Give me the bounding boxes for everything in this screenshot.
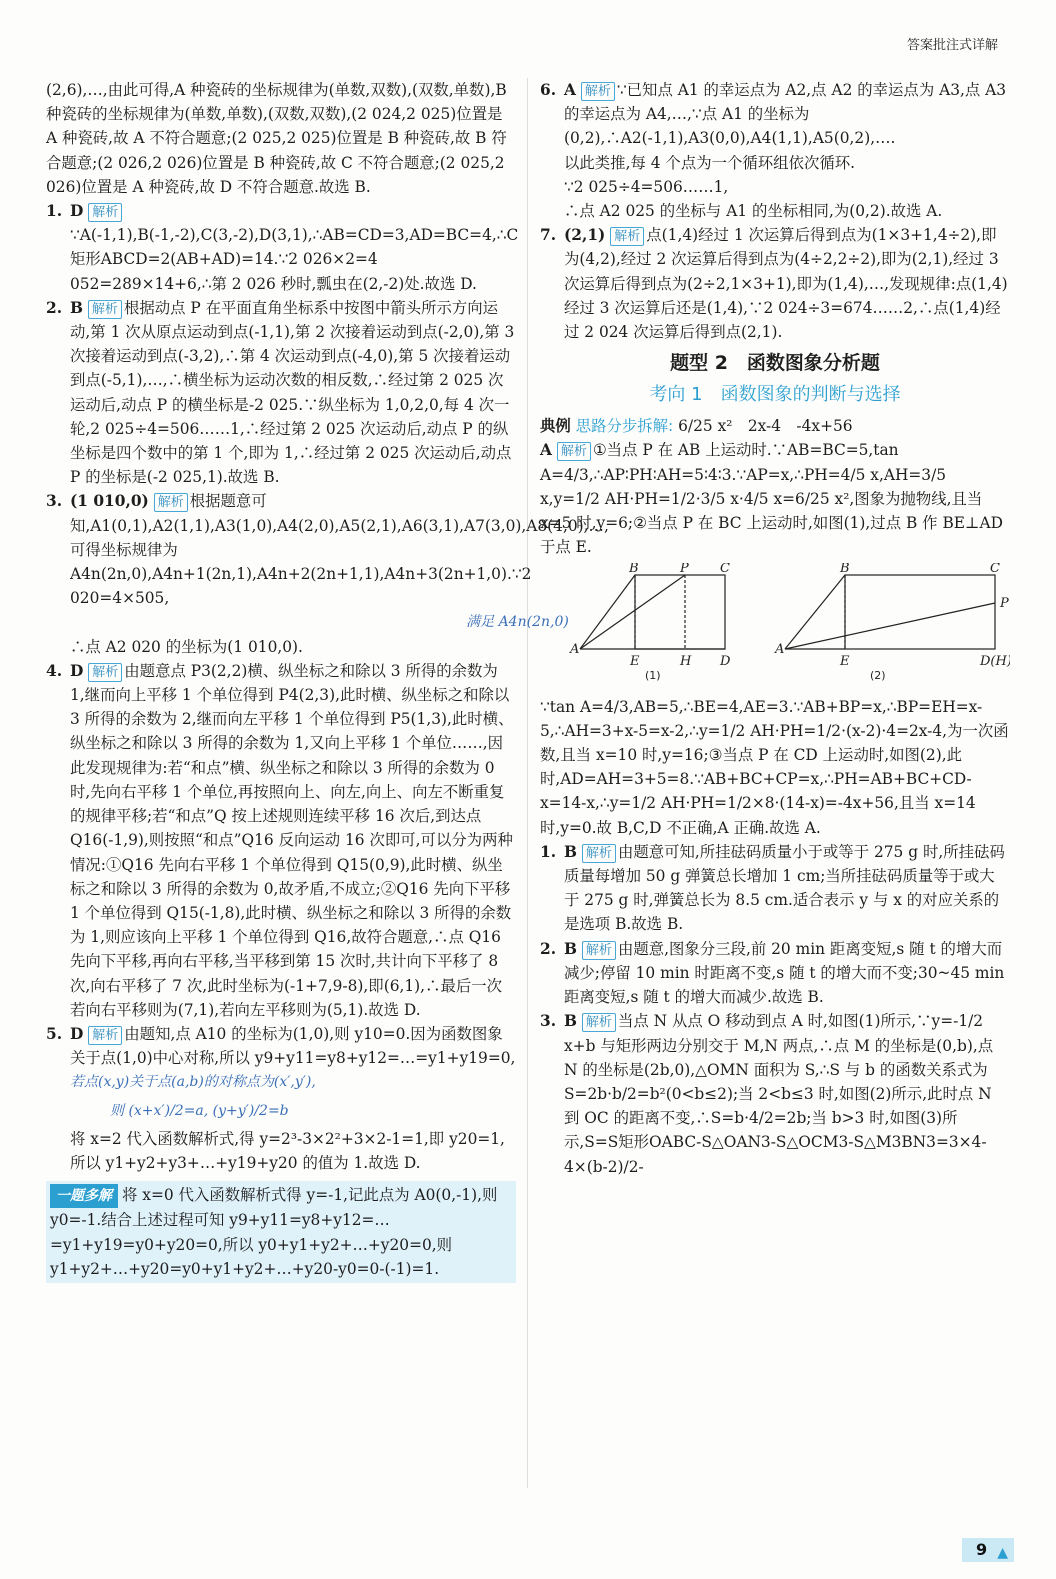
solution-text: ∵已知点 A1 的幸运点为 A2,点 A2 的幸运点为 A3,点 A3 的幸运点为 A4,…,∵点 A1 的坐标为(0,2),∴A2(-1,1),A3(0,0),A4(1,1),A5(0,2),…. (564, 81, 1007, 148)
question-2 (46, 296, 516, 490)
figure1-ap (580, 575, 685, 649)
figure2-caption: (2) (870, 669, 886, 683)
solution-text: 点(1,4)经过 1 次运算后得到点为(1×3+1,4÷2),即为(4,2),经过 2 次运算后得到点为(4÷2,2÷2),即为(2,1),经过 3 次运算后得到点为(2÷2,1×3+1),即为(1,4),…,发现规律:点(1,4)经过 3 次运算后还是(1,4),∵2 024÷3=674……2,∴点(1,4)经过 2 024 次运算后得到点(2,1). (564, 226, 1008, 342)
question-number: 1. (540, 842, 557, 861)
solution-text: 由题意可知,所挂砝码质量小于或等于 275 g 时,所挂砝码质量每增加 50 g 弹簧总长增加 1 cm;当所挂砝码质量等于或大于 275 g 时,弹簧总长为 8.5 cm.适合表示 y 与 x 的对应关系的是选项 B.故选 B. (564, 842, 1005, 934)
question-number: 6. (540, 81, 557, 99)
solution-text: ①当点 P 在 AB 上运动时.∵AB=BC=5,tan A=4/3,∴AP∶PH∶AH=5∶4∶3.∵AP=x,∴PH=4/5 x,AH=3/5 x,y=1/2 AH·PH=1/2·3/5 x·4/5 x=6/25 x²,图象为抛物线,且当 x=5 时,y=6;②当点 P 在 BC 上运动时,如图(1),过点 B 作 BE⊥AD 于点 E. (540, 441, 1003, 557)
fig-label: C (990, 563, 1000, 577)
analysis-tag: 解析 (88, 1026, 122, 1045)
right-column (540, 78, 1010, 1179)
question-3 (46, 489, 609, 658)
question-number: 2. (46, 298, 63, 317)
analysis-tag: 解析 (582, 941, 616, 960)
question-6 (540, 78, 1010, 223)
question-number: 1. (46, 202, 63, 221)
analysis-tag: 解析 (88, 203, 122, 222)
fig-label: H (680, 654, 692, 670)
solution-end: ∴点 A2 020 的坐标为(1 010,0). (70, 637, 303, 656)
question-7 (540, 223, 1010, 344)
fig-label: B (840, 563, 850, 577)
fig-label: C (720, 563, 730, 577)
fig-label: P (680, 563, 689, 577)
analysis-tag: 解析 (88, 300, 122, 319)
section-subtitle: 考向 1 函数图象的判断与选择 (649, 384, 901, 406)
analysis-tag: 解析 (557, 442, 591, 461)
handwritten-note: 满足 A4n(2n,0) (466, 614, 569, 631)
answer: A (564, 81, 576, 99)
example-expressions: 6/25 x² 2x-4 -4x+56 (678, 417, 853, 436)
solution-text-2: 将 x=2 代入函数解析式,得 y=2³-3×2²+3×2-1=1,即 y20=1,所以 y1+y2+y3+…+y19+y20 的值为 1.故选 D. (70, 1129, 505, 1172)
example-header (540, 414, 1010, 438)
question-number: 5. (46, 1024, 63, 1043)
page-header: 答案批注式详解 (906, 38, 998, 53)
fig-label: E (630, 654, 640, 670)
answer: B (70, 298, 84, 317)
answer: B (564, 842, 578, 861)
analysis-tag: 解析 (582, 1013, 616, 1032)
figure2-rect (845, 575, 995, 649)
example-solution-1 (540, 438, 1010, 559)
handwritten-note: 若点(x,y)关于点(a,b)的对称点为(x′,y′), (70, 1074, 316, 1091)
question-1 (46, 199, 519, 296)
fig-label: P (1000, 596, 1009, 612)
example-label: 典例 (540, 417, 571, 436)
solution-line: ∴点 A2 025 的坐标与 A1 的坐标相同,为(0,2).故选 A. (564, 202, 943, 221)
answer: D (70, 1024, 84, 1043)
question-4 (46, 659, 516, 1022)
solution-text: 由题知,点 A10 的坐标为(1,0),则 y10=0.因为函数图象关于点(1,0)中心对称,所以 y9+y11=y8+y12=…=y1+y19=0, (70, 1024, 516, 1068)
page-number (962, 1538, 1014, 1562)
analysis-tag: 解析 (610, 227, 644, 246)
question-number: 7. (540, 226, 557, 245)
example-hint: 思路分步拆解: (575, 417, 674, 436)
solution-text: ∵A(-1,1),B(-1,-2),C(3,-2),D(3,1),∴AB=CD=3,AD=BC=4,∴C矩形ABCD=2(AB+AD)=14.∵2 026×2=4 052=289×14+6,∴第 2 026 秒时,瓢虫在(2,-2)处.故选 D. (70, 226, 519, 293)
figure1-caption: (1) (645, 669, 661, 683)
solution-text: 由题意点 P3(2,2)横、纵坐标之和除以 3 所得的余数为 1,继而向上平移 1 个单位得到 P4(2,3),此时横、纵坐标之和除以 3 所得的余数为 2,继而向左平移 1 个单位得到 P5(1,3),此时横、纵坐标之和除以 3 所得的余数为 1,又向上平移 1 个单位……,因此发现规律为:若“和点”横、纵坐标之和除以 3 所得的余数为 0 时,先向右平移 1 个单位,再按照向上、向左,向上、向左不断重复的规律平移;若“和点”Q 按上述规则连续平移 16 次后,到达点 Q16(-1,9),则按照“和点”Q16 反向运动 16 次即可,可以分为两种情况:①Q16 先向右平移 1 个单位得到 Q15(0,9),此时横、纵坐标之和除以 3 所得的余数为 0,故矛盾,不成立;②Q16 先向下平移 1 个单位得到 Q15(-1,8),此时横、纵坐标之和除以 3 所得的余数为 1,则应该向上平移 1 个单位得到 Q16,故符合题意,∴点 Q16 先向下平移,再向右平移,当平移到第 15 次时,共计向下平移了 8 次,向右平移了 7 次,此时坐标为(-1+7,9-8),即(6,1),∴最后一次若向右平移则为(7,1),若向左平移则为(5,1).故选 D. (70, 661, 514, 1019)
solution-text: 根据动点 P 在平面直角坐标系中按图中箭头所示方向运动,第 1 次从原点运动到点(-1,1),第 2 次接着运动到点(-2,0),第 3 次接着运动到点(-3,2),∴第 4 次运动到点(-4,0),第 5 次接着运动到点(-5,1),…,∴横坐标为运动次数的相反数,∴经过第 2 025 次运动后,动点 P 的横坐标是-2 025.∵纵坐标为 1,0,2,0,每 4 次一轮,2 025÷4=506……1,∴经过第 2 025 次运动后,动点 P 的纵坐标是四个数中的第 1 个,即为 1,∴经过第 2 025 次运动后,动点 P 的坐标是(-2 025,1).故选 B. (70, 298, 515, 487)
figure1-rect (635, 575, 725, 649)
figure1-ab (580, 575, 635, 649)
analysis-tag: 解析 (582, 844, 616, 863)
box-text: 将 x=0 代入函数解析式得 y=-1,记此点为 A0(0,-1),则 y0=-1.结合上述过程可知 y9+y11=y8+y12=…=y1+y19=y0+y20=0,所以 y0+y1+y2+…+y20=0,则 y1+y2+…+y20=y0+y1+y2+…+y20-y0=0-(-1)=1. (50, 1186, 498, 1278)
question-r3 (540, 1009, 1010, 1178)
fig-label: D(H) (980, 654, 1010, 670)
section-title: 题型 2 函数图象分析题 (670, 352, 880, 375)
answer: (1 010,0) (70, 492, 149, 511)
analysis-tag: 解析 (581, 82, 615, 101)
solution-text: 由题意,图象分三段,前 20 min 距离变短,s 随 t 的增大而减少;停留 10 min 时距离不变,s 随 t 的增大而不变;30~45 min 距离变短,s 随 t 的增大而减少.故选 B. (564, 939, 1005, 1007)
question-number: 2. (540, 939, 557, 958)
solution-text: 当点 N 从点 O 移动到点 A 时,如图(1)所示,∵y=-1/2 x+b 与矩形两边分别交于 M,N 两点,∴点 M 的坐标是(0,b),点 N 的坐标是(2b,0),△OMN 面积为 S,∴S 与 b 的函数关系式为 S=2b·b/2=b²(0<b≤2);当 2<b≤3 时,如图(2)所示,此时点 N 到 OC 的距离不变,∴S=b·4/2=2b;当 b>3 时,如图(3)所示,S=S矩形OABC-S△OAN3-S△OCM3-S△M3BN3=3×4-4×(b-2)/2- (564, 1012, 994, 1176)
question-r1 (540, 840, 1010, 937)
answer: B (564, 939, 578, 958)
column-divider (527, 78, 528, 1488)
example-figures (540, 563, 1010, 683)
fig-label: D (720, 654, 731, 670)
solution-line: 以此类推,每 4 个点为一个循环组依次循环. (564, 153, 856, 172)
answer: (2,1) (564, 226, 606, 245)
solution-text: 根据题意可知,A1(0,1),A2(1,1),A3(1,0),A4(2,0),A5(2,1),A6(3,1),A7(3,0),A8(4,0),…,可得坐标规律为 A4n(2n,0),A4n+1(2n,1),A4n+2(2n+1,1),A4n+3(2n+1,0).∵2 020=4×505, (70, 492, 609, 608)
analysis-tag: 解析 (88, 663, 122, 682)
fig-label: A (570, 642, 580, 658)
question-number: 3. (46, 492, 63, 511)
question-number: 4. (46, 661, 63, 680)
box-tag: 一题多解 (50, 1184, 118, 1208)
answer: A (540, 441, 552, 460)
answer: D (70, 661, 84, 680)
analysis-tag: 解析 (154, 493, 188, 512)
page-number-text: 9 (976, 1540, 988, 1559)
question-5 (46, 1022, 516, 1175)
fig-label: E (840, 654, 850, 670)
intro-paragraph: (2,6),…,由此可得,A 种瓷砖的坐标规律为(单数,双数),(双数,单数),B 种瓷砖的坐标规律为(单数,单数),(双数,双数),(2 024,2 025)位置是 A 种瓷砖,故 A 不符合题意;(2 025,2 025)位置是 B 种瓷砖,故 B 符合题意;(2 026,2 026)位置是 B 种瓷砖,故 C 不符合题意;(2 025,2 026)位置是 A 种瓷砖,故 D 不符合题意.故选 B. (46, 81, 507, 196)
answer: D (70, 202, 84, 221)
fig-label: B (629, 563, 639, 577)
question-r2 (540, 937, 1010, 1010)
answer: B (564, 1012, 578, 1031)
handwritten-formula: 则 (x+x′)/2=a, (y+y′)/2=b (110, 1102, 289, 1119)
question-number: 3. (540, 1012, 557, 1031)
solution-line: ∵2 025÷4=506……1, (564, 177, 729, 196)
alternative-solution-box (46, 1181, 516, 1283)
up-arrow-icon: ▲ (997, 1545, 1008, 1561)
fig-label: A (775, 642, 785, 658)
example-solution-2: ∵tan A=4/3,AB=5,∴BE=4,AE=3.∵AB+BP=x,∴BP=EH=x-5,∴AH=3+x-5=x-2,∴y=1/2 AH·PH=1/2·(x-2)·4=2x-4,为一次函数,且当 x=10 时,y=16;③当点 P 在 CD 上运动时,如图(2),此时,AD=AH=3+5=8.∵AB+BC+CP=x,∴PH=AB+BC+CD-x=14-x,∴y=1/2 AH·PH=1/2×8·(14-x)=-4x+56,且当 x=14 时,y=0.故 B,C,D 不正确,A 正确.故选 A. (540, 697, 1009, 837)
